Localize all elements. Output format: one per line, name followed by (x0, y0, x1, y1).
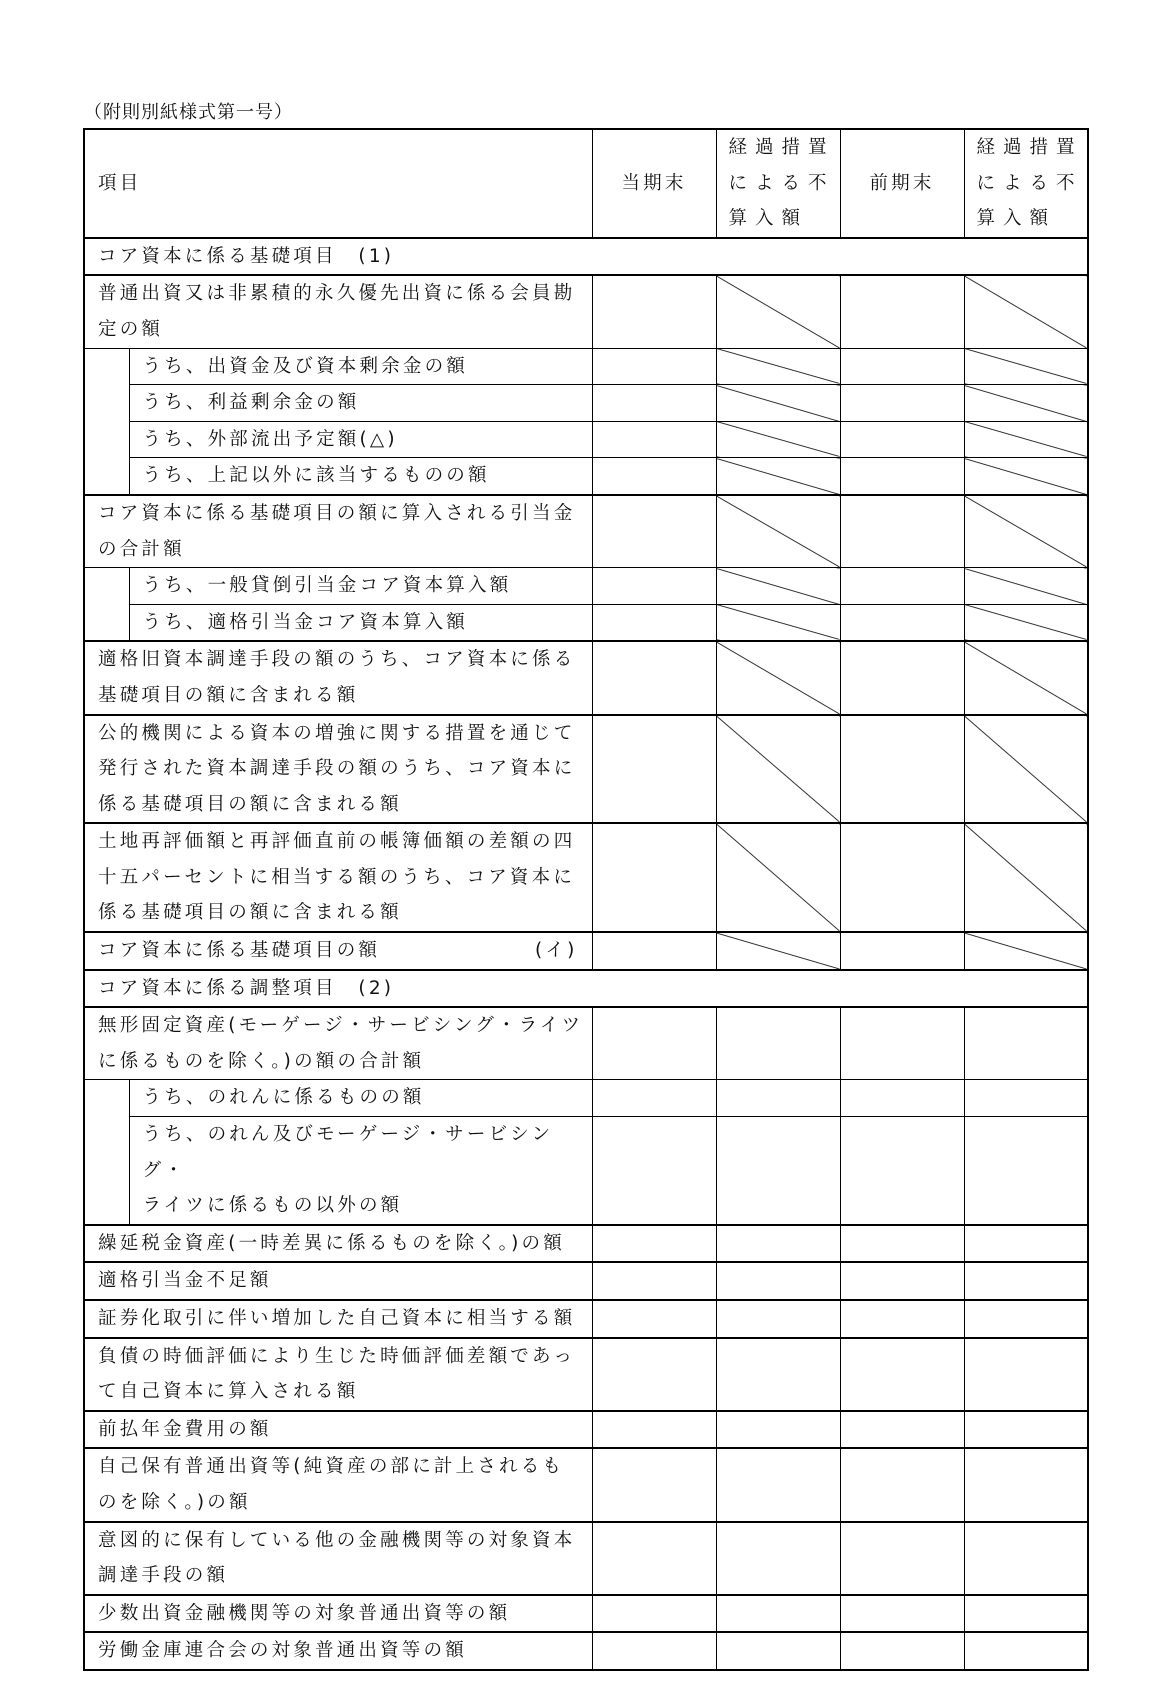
cell-current-end[interactable] (592, 1595, 716, 1633)
item-suffix: (イ) (534, 940, 578, 962)
cell-transitional-previous[interactable] (964, 1632, 1088, 1670)
cell-current-end[interactable] (592, 385, 716, 422)
item-row (84, 1411, 1088, 1449)
cell-transitional-previous-struck (964, 421, 1088, 458)
item-label (84, 1448, 592, 1521)
item-label-text: うち、のれん及びモーゲージ・サービシング・ ライツに係るもの以外の額 (142, 1124, 554, 1217)
cell-transitional-current[interactable] (716, 1225, 840, 1263)
cell-previous-end[interactable] (840, 1338, 964, 1411)
item-row (84, 1007, 1088, 1080)
item-label (84, 823, 592, 932)
cell-transitional-current-struck (716, 641, 840, 714)
capital-table (83, 128, 1089, 1671)
cell-previous-end[interactable] (840, 495, 964, 568)
cell-current-end[interactable] (592, 275, 716, 348)
item-label-text: うち、利益剰余金の額 (142, 392, 360, 414)
cell-previous-end[interactable] (840, 1225, 964, 1263)
cell-current-end[interactable] (592, 1117, 716, 1225)
cell-current-end[interactable] (592, 1080, 716, 1117)
cell-transitional-current-struck (716, 932, 840, 970)
cell-transitional-current[interactable] (716, 1080, 840, 1117)
cell-transitional-current-struck (716, 568, 840, 605)
item-label-text: コア資本に係る基礎項目の額 (98, 940, 381, 962)
sub-item-row (84, 458, 1088, 495)
cell-current-end[interactable] (592, 1338, 716, 1411)
item-row (84, 1262, 1088, 1300)
item-label (84, 275, 592, 348)
item-label-text: うち、のれんに係るものの額 (142, 1087, 425, 1109)
cell-transitional-current[interactable] (716, 1007, 840, 1080)
item-label-text: 負債の時価評価により生じた時価評価差額であっ て自己資本に算入される額 (98, 1345, 576, 1403)
cell-previous-end[interactable] (840, 348, 964, 385)
item-label (84, 1338, 592, 1411)
item-row (84, 1632, 1088, 1670)
item-label-text: 適格旧資本調達手段の額のうち、コア資本に係る 基礎項目の額に含まれる額 (98, 649, 576, 706)
item-row (84, 1225, 1088, 1263)
section-row (84, 970, 1088, 1008)
cell-transitional-previous-struck (964, 348, 1088, 385)
item-label (129, 1080, 592, 1117)
cell-previous-end[interactable] (840, 1117, 964, 1225)
item-label-text: 普通出資又は非累積的永久優先出資に係る会員勘 定の額 (98, 283, 576, 340)
item-row (84, 1338, 1088, 1411)
item-label (129, 348, 592, 385)
header-transitional-previous: 経過措置 による不 算入額 (964, 129, 1088, 238)
header-item: 項目 (84, 129, 592, 238)
item-label (84, 495, 592, 568)
sub-item-row (84, 385, 1088, 422)
cell-previous-end[interactable] (840, 385, 964, 422)
cell-current-end[interactable] (592, 1448, 716, 1521)
header-transitional-current: 経過措置 による不 算入額 (716, 129, 840, 238)
item-label-text: 繰延税金資産(一時差異に係るものを除く。)の額 (98, 1232, 565, 1254)
header-row (84, 129, 1088, 238)
item-label (129, 421, 592, 458)
cell-current-end[interactable] (592, 495, 716, 568)
indent-cell (84, 1080, 129, 1225)
cell-transitional-previous-struck (964, 823, 1088, 932)
item-label (84, 1300, 592, 1338)
cell-current-end[interactable] (592, 568, 716, 605)
cell-previous-end[interactable] (840, 568, 964, 605)
section-label: コア資本に係る基礎項目 (1) (84, 238, 1088, 276)
cell-current-end[interactable] (592, 932, 716, 970)
cell-previous-end[interactable] (840, 1632, 964, 1670)
sub-item-row (84, 348, 1088, 385)
cell-current-end[interactable] (592, 1262, 716, 1300)
cell-previous-end[interactable] (840, 458, 964, 495)
item-row (84, 275, 1088, 348)
cell-transitional-current[interactable] (716, 1300, 840, 1338)
item-label-text: うち、出資金及び資本剰余金の額 (142, 355, 469, 377)
sub-item-row (84, 1117, 1088, 1225)
item-row (84, 932, 1088, 970)
item-row (84, 715, 1088, 824)
cell-previous-end[interactable] (840, 1411, 964, 1449)
cell-transitional-previous-struck (964, 641, 1088, 714)
header-previous-end: 前期末 (840, 129, 964, 238)
cell-previous-end[interactable] (840, 1080, 964, 1117)
item-label-text: 適格引当金不足額 (98, 1270, 272, 1292)
cell-transitional-previous[interactable] (964, 1007, 1088, 1080)
item-label-text: 労働金庫連合会の対象普通出資等の額 (98, 1640, 467, 1662)
sub-item-row (84, 604, 1088, 641)
cell-transitional-previous-struck (964, 604, 1088, 641)
cell-previous-end[interactable] (840, 1262, 964, 1300)
sub-item-row (84, 1080, 1088, 1117)
cell-transitional-current-struck (716, 715, 840, 824)
section-row (84, 238, 1088, 276)
cell-transitional-previous-struck (964, 495, 1088, 568)
cell-previous-end[interactable] (840, 932, 964, 970)
item-label-text: うち、適格引当金コア資本算入額 (142, 611, 469, 633)
item-label (84, 1632, 592, 1670)
cell-transitional-current-struck (716, 385, 840, 422)
cell-transitional-current-struck (716, 348, 840, 385)
cell-transitional-previous[interactable] (964, 1117, 1088, 1225)
cell-transitional-current[interactable] (716, 1338, 840, 1411)
cell-previous-end[interactable] (840, 604, 964, 641)
item-label (84, 932, 592, 970)
cell-transitional-current[interactable] (716, 1117, 840, 1225)
cell-transitional-current-struck (716, 823, 840, 932)
cell-transitional-previous[interactable] (964, 1225, 1088, 1263)
cell-transitional-current[interactable] (716, 1522, 840, 1595)
header-current-end: 当期末 (592, 129, 716, 238)
cell-transitional-previous-struck (964, 932, 1088, 970)
cell-current-end[interactable] (592, 1522, 716, 1595)
cell-transitional-current[interactable] (716, 1595, 840, 1633)
item-label (84, 1225, 592, 1263)
cell-transitional-previous-struck (964, 275, 1088, 348)
cell-previous-end[interactable] (840, 823, 964, 932)
cell-transitional-current-struck (716, 604, 840, 641)
item-row (84, 1300, 1088, 1338)
cell-transitional-previous[interactable] (964, 1300, 1088, 1338)
indent-cell (84, 348, 129, 495)
item-label-text: 土地再評価額と再評価直前の帳簿価額の差額の四 十五パーセントに相当する額のうち、コア資本に 係る基礎項目の額に含まれる額 (98, 831, 576, 924)
cell-transitional-previous-struck (964, 568, 1088, 605)
item-label (129, 385, 592, 422)
cell-transitional-current-struck (716, 458, 840, 495)
section-label: コア資本に係る調整項目 (2) (84, 970, 1088, 1008)
cell-current-end[interactable] (592, 421, 716, 458)
cell-current-end[interactable] (592, 458, 716, 495)
sub-item-row (84, 568, 1088, 605)
item-label-text: 証券化取引に伴い増加した自己資本に相当する額 (98, 1308, 576, 1329)
cell-transitional-current[interactable] (716, 1411, 840, 1449)
item-label (129, 458, 592, 495)
cell-transitional-current[interactable] (716, 1632, 840, 1670)
cell-transitional-previous[interactable] (964, 1080, 1088, 1117)
item-label (84, 715, 592, 824)
item-label-text: 公的機関による資本の増強に関する措置を通じて 発行された資本調達手段の額のうち、コア資本に 係る基礎項目の額に含まれる額 (98, 722, 576, 815)
cell-current-end[interactable] (592, 1411, 716, 1449)
item-label-text: 少数出資金融機関等の対象普通出資等の額 (98, 1602, 511, 1624)
cell-current-end[interactable] (592, 1007, 716, 1080)
item-row (84, 823, 1088, 932)
cell-previous-end[interactable] (840, 1522, 964, 1595)
cell-current-end[interactable] (592, 641, 716, 714)
cell-current-end[interactable] (592, 1300, 716, 1338)
item-label (129, 604, 592, 641)
item-label (129, 568, 592, 605)
item-label (84, 1262, 592, 1300)
cell-previous-end[interactable] (840, 275, 964, 348)
cell-previous-end[interactable] (840, 1007, 964, 1080)
cell-current-end[interactable] (592, 715, 716, 824)
item-label-text: うち、一般貸倒引当金コア資本算入額 (142, 575, 512, 597)
cell-transitional-previous-struck (964, 715, 1088, 824)
cell-previous-end[interactable] (840, 641, 964, 714)
cell-previous-end[interactable] (840, 1595, 964, 1633)
cell-transitional-previous[interactable] (964, 1338, 1088, 1411)
cell-current-end[interactable] (592, 1632, 716, 1670)
sub-item-row (84, 421, 1088, 458)
item-label (84, 1522, 592, 1595)
cell-current-end[interactable] (592, 1225, 716, 1263)
cell-transitional-previous-struck (964, 385, 1088, 422)
item-row (84, 1448, 1088, 1521)
cell-transitional-current-struck (716, 275, 840, 348)
cell-previous-end[interactable] (840, 1300, 964, 1338)
item-row (84, 495, 1088, 568)
cell-previous-end[interactable] (840, 1448, 964, 1521)
cell-transitional-previous[interactable] (964, 1448, 1088, 1521)
cell-transitional-current-struck (716, 421, 840, 458)
cell-current-end[interactable] (592, 348, 716, 385)
cell-previous-end[interactable] (840, 715, 964, 824)
cell-current-end[interactable] (592, 823, 716, 932)
item-label-text: 意図的に保有している他の金融機関等の対象資本 調達手段の額 (98, 1529, 576, 1587)
item-label-text: コア資本に係る基礎項目の額に算入される引当金 の合計額 (98, 502, 576, 560)
item-row (84, 641, 1088, 714)
item-label (84, 1595, 592, 1633)
item-label-text: うち、外部流出予定額(△) (142, 428, 398, 450)
form-title: （附則別紙様式第一号） (84, 102, 293, 123)
item-label-text: 前払年金費用の額 (98, 1418, 272, 1440)
cell-transitional-previous-struck (964, 458, 1088, 495)
item-label (84, 641, 592, 714)
cell-transitional-current[interactable] (716, 1262, 840, 1300)
item-label (84, 1411, 592, 1449)
cell-transitional-previous[interactable] (964, 1595, 1088, 1633)
item-label-text: うち、上記以外に該当するものの額 (142, 465, 490, 487)
item-label (84, 1007, 592, 1080)
item-row (84, 1595, 1088, 1633)
indent-cell (84, 568, 129, 642)
cell-transitional-current[interactable] (716, 1448, 840, 1521)
item-label-text: 自己保有普通出資等(純資産の部に計上されるも のを除く。)の額 (98, 1456, 565, 1513)
item-label (129, 1117, 592, 1225)
cell-transitional-current-struck (716, 495, 840, 568)
cell-current-end[interactable] (592, 604, 716, 641)
cell-transitional-previous[interactable] (964, 1411, 1088, 1449)
cell-transitional-previous[interactable] (964, 1262, 1088, 1300)
item-row (84, 1522, 1088, 1595)
cell-previous-end[interactable] (840, 421, 964, 458)
cell-transitional-previous[interactable] (964, 1522, 1088, 1595)
item-label-text: 無形固定資産(モーゲージ・サービシング・ライツ に係るものを除く。)の額の合計額 (98, 1015, 584, 1072)
